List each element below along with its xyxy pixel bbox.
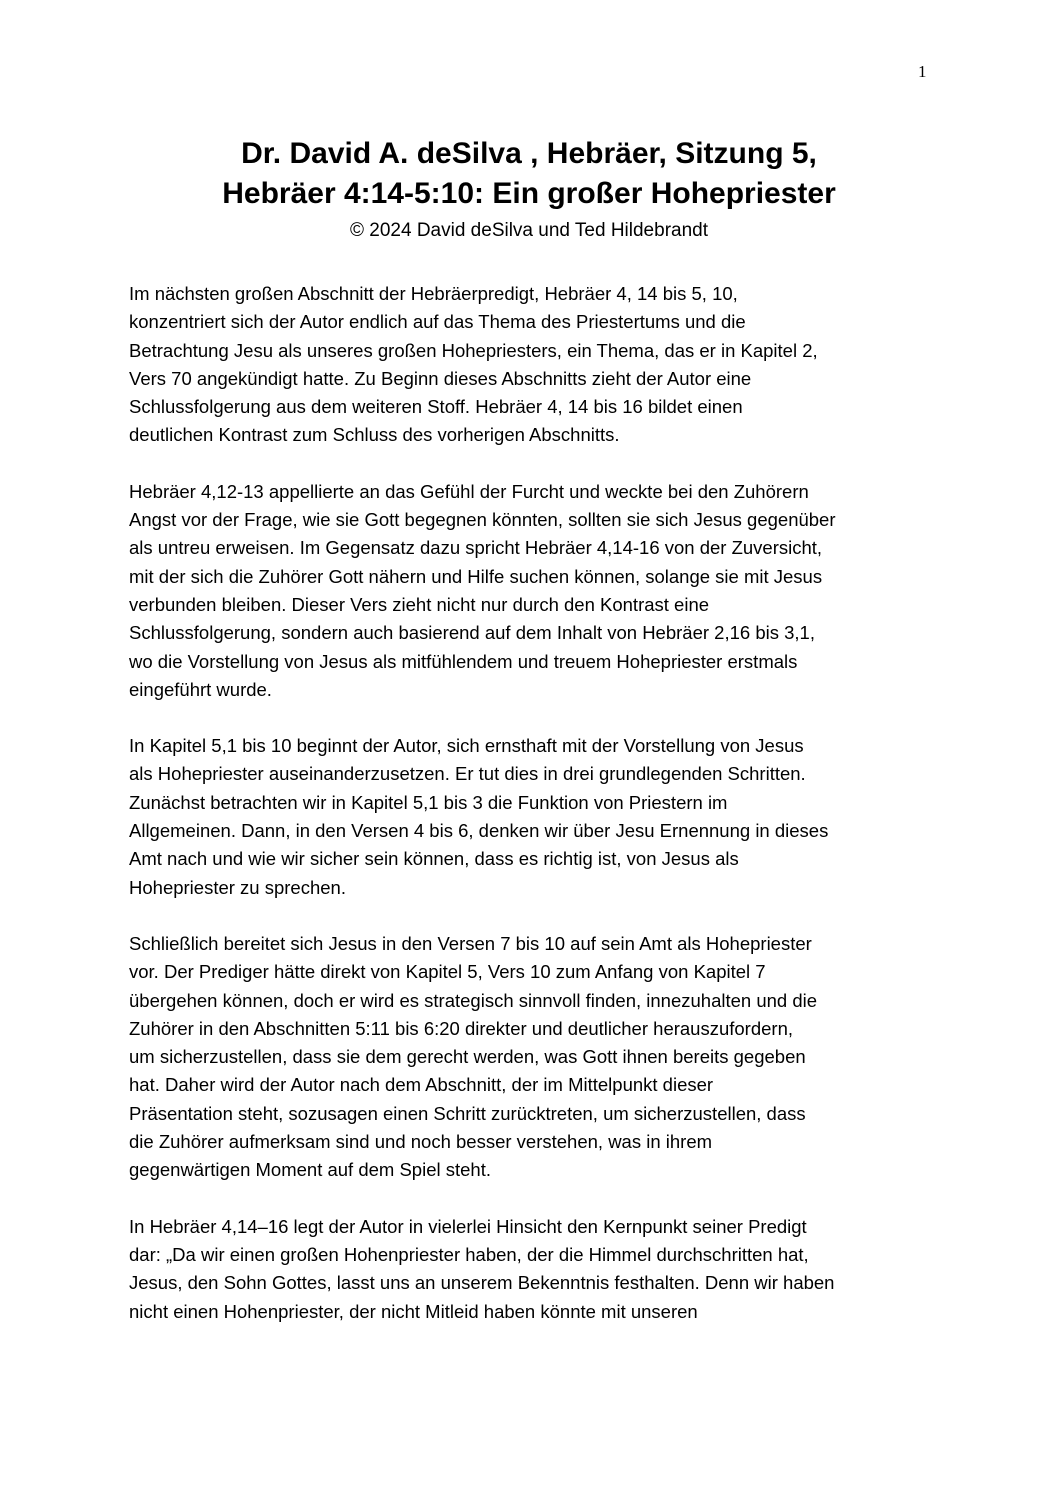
paragraph-2 <box>129 478 929 704</box>
paragraph-line: dar: „Da wir einen großen Hohenpriester haben, der die Himmel durchschritten hat, <box>129 1243 809 1265</box>
paragraph-line: Zuhörer in den Abschnitten 5:11 bis 6:20 direkter und deutlicher herauszufordern, <box>129 1017 794 1039</box>
document-header <box>0 134 1058 244</box>
paragraph-line: gegenwärtigen Moment auf dem Spiel steht. <box>129 1159 491 1181</box>
paragraph-line: um sicherzustellen, dass sie dem gerecht werden, was Gott ihnen bereits gegeben <box>129 1046 806 1068</box>
paragraph-line: Hebräer 4,12-13 appellierte an das Gefühl der Furcht und weckte bei den Zuhörern <box>129 480 809 502</box>
paragraph-line: die Zuhörer aufmerksam sind und noch besser verstehen, was in ihrem <box>129 1131 713 1153</box>
paragraph-line: Zunächst betrachten wir in Kapitel 5,1 bis 3 die Funktion von Priestern im <box>129 791 728 813</box>
paragraph-3 <box>129 732 929 902</box>
document-body <box>129 280 929 1354</box>
paragraph-line: nicht einen Hohenpriester, der nicht Mitleid haben könnte mit unseren <box>129 1300 698 1322</box>
paragraph-line: vor. Der Prediger hätte direkt von Kapitel 5, Vers 10 zum Anfang von Kapitel 7 <box>129 961 766 983</box>
paragraph-line: Hohepriester zu sprechen. <box>129 876 346 898</box>
paragraph-line: Angst vor der Frage, wie sie Gott begegnen könnten, sollten sie sich Jesus gegenüber <box>129 509 836 531</box>
paragraph-line: Präsentation steht, sozusagen einen Schritt zurücktreten, um sicherzustellen, dass <box>129 1102 806 1124</box>
paragraph-line: eingeführt wurde. <box>129 678 272 700</box>
paragraph-line: wo die Vorstellung von Jesus als mitfühlendem und treuem Hohepriester erstmals <box>129 650 798 672</box>
document-title-line-1: Dr. David A. deSilva , Hebräer, Sitzung 5, <box>241 137 817 170</box>
paragraph-line: verbunden bleiben. Dieser Vers zieht nicht nur durch den Kontrast eine <box>129 593 710 615</box>
document-title-line-2: Hebräer 4:14-5:10: Ein großer Hohepriester <box>222 177 836 210</box>
paragraph-line: als untreu erweisen. Im Gegensatz dazu spricht Hebräer 4,14-16 von der Zuversicht, <box>129 537 823 559</box>
paragraph-line: Schlussfolgerung aus dem weiteren Stoff. Hebräer 4, 14 bis 16 bildet einen <box>129 396 743 418</box>
paragraph-line: hat. Daher wird der Autor nach dem Abschnitt, der im Mittelpunkt dieser <box>129 1074 714 1096</box>
paragraph-line: Betrachtung Jesu als unseres großen Hohepriesters, ein Thema, das er in Kapitel 2, <box>129 339 818 361</box>
paragraph-4 <box>129 930 929 1185</box>
paragraph-line: In Kapitel 5,1 bis 10 beginnt der Autor, sich ernsthaft mit der Vorstellung von Jesus <box>129 735 804 757</box>
paragraph-line: Schließlich bereitet sich Jesus in den Versen 7 bis 10 auf sein Amt als Hohepriester <box>129 932 812 954</box>
paragraph-line: mit der sich die Zuhörer Gott nähern und Hilfe suchen können, solange sie mit Jesus <box>129 565 823 587</box>
paragraph-line: Jesus, den Sohn Gottes, lasst uns an unserem Bekenntnis festhalten. Denn wir haben <box>129 1272 835 1294</box>
paragraph-line: deutlichen Kontrast zum Schluss des vorherigen Abschnitts. <box>129 424 620 446</box>
paragraph-line: konzentriert sich der Autor endlich auf das Thema des Priestertums und die <box>129 311 746 333</box>
paragraph-line: Allgemeinen. Dann, in den Versen 4 bis 6, denken wir über Jesu Ernennung in dieses <box>129 820 829 842</box>
page-number: 1 <box>918 62 927 81</box>
paragraph-1 <box>129 280 929 450</box>
paragraph-line: Schlussfolgerung, sondern auch basierend auf dem Inhalt von Hebräer 2,16 bis 3,1, <box>129 622 815 644</box>
paragraph-line: In Hebräer 4,14–16 legt der Autor in vielerlei Hinsicht den Kernpunkt seiner Predigt <box>129 1215 807 1237</box>
paragraph-5 <box>129 1213 929 1326</box>
paragraph-line: Im nächsten großen Abschnitt der Hebräerpredigt, Hebräer 4, 14 bis 5, 10, <box>129 283 738 304</box>
paragraph-line: Vers 70 angekündigt hatte. Zu Beginn dieses Abschnitts zieht der Autor eine <box>129 367 752 389</box>
paragraph-line: Amt nach und wie wir sicher sein können, dass es richtig ist, von Jesus als <box>129 848 739 870</box>
paragraph-line: als Hohepriester auseinanderzusetzen. Er tut dies in drei grundlegenden Schritten. <box>129 763 806 785</box>
paragraph-line: übergehen können, doch er wird es strategisch sinnvoll finden, innezuhalten und die <box>129 989 818 1011</box>
copyright-notice: © 2024 David deSilva und Ted Hildebrandt <box>350 220 708 241</box>
